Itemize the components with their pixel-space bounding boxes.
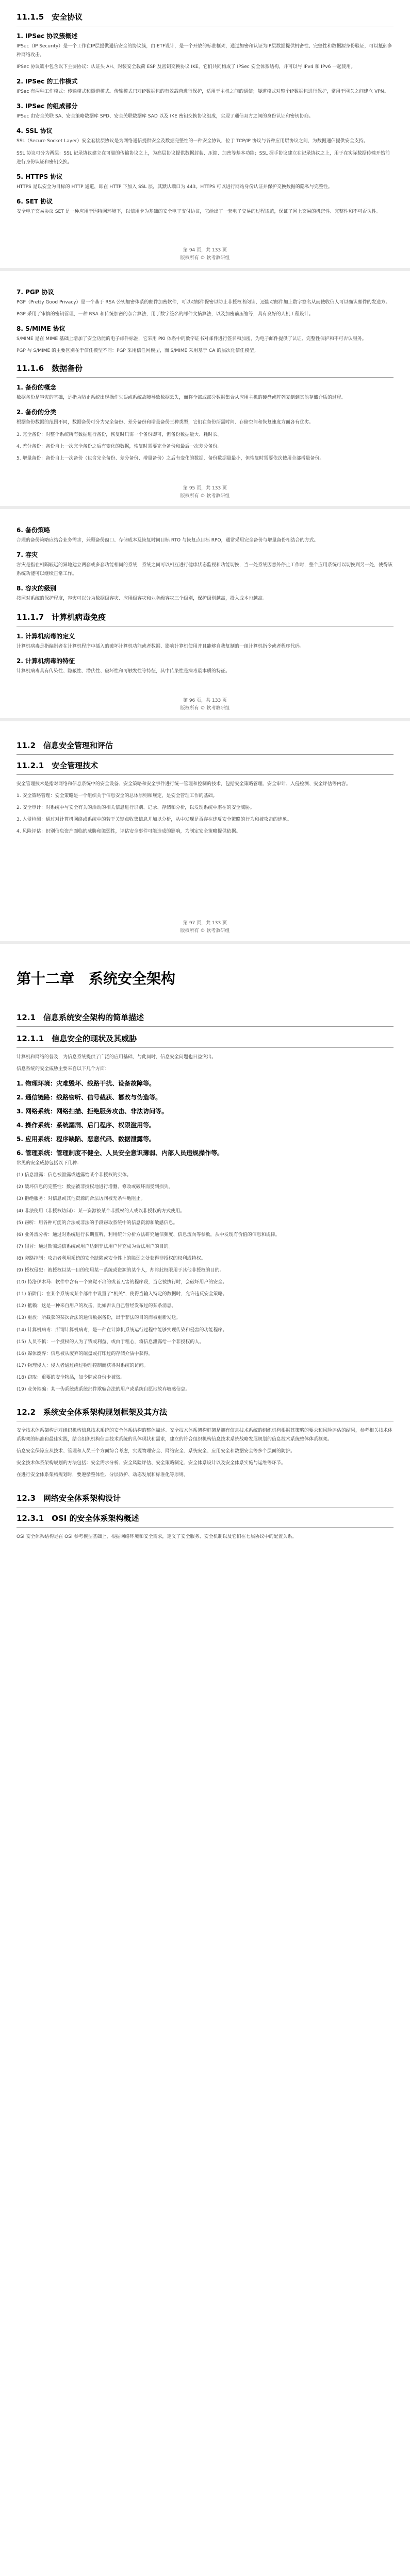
item-heading: 1. 物理环境：灾难毁坏、线路干扰、设备故障等。	[17, 1080, 156, 1088]
paragraph: 根据备份数据的范围不同，数据备份可分为完全备份、差分备份和增量备份三种类型，它们在备份所需时间、存储空间和恢复速度方面各有优劣。	[17, 420, 314, 426]
document-page-4	[0, 724, 410, 941]
copyright: 版权所有 © 软考教研组	[180, 928, 230, 934]
paragraph: 2. 安全审计：对系统中与安全有关的活动的相关信息进行识别、记录、存储和分析，以发现系统中潜在的安全威胁。	[17, 805, 255, 811]
item-heading: 4. SSL 协议	[17, 127, 53, 135]
page-number: 第 94 页，共 133 页	[183, 248, 227, 253]
paragraph: SSL 协议可分为两层：SSL 记录协议建立在可靠的传输协议之上，为高层协议提供数据封装、压缩、加密等基本功能；SSL 握手协议建立在记录协议之上，用于在实际数据传输开始前进行身份认证和密钥交换。	[17, 150, 390, 165]
paragraph: (13) 重放：所截获的某次合法的通信数据备份，出于非法的目的而被重新发送。	[17, 1315, 181, 1321]
paragraph: 信息系统的安全威胁主要来自以下几个方面：	[17, 1066, 110, 1072]
paragraph: (7) 假冒：通过欺骗通信系统或用户达到非法用户冒充成为合法用户的目的。	[17, 1244, 173, 1249]
paragraph: 安全技术体系架构规划的方法包括：安全需求分析、安全风险评估、安全策略制定、安全体系设计以及安全体系实施与运维等环节。	[17, 1461, 286, 1466]
paragraph: 安全技术体系架构是对组织机构信息技术系统的安全体系结构的整体描述。安全技术体系架构框架是拥有信息技术系统的组织机构根据其策略的要求和风险评估的结果，参考相关技术体系构架的标准和最佳实践，结合组织机构信息技术系统的具体现状和需求，建立的符合组织机构信息技术系统战略发展规划的信息技术系统整体体系框架。	[17, 1428, 393, 1443]
paragraph: 4. 风险评估：识别信息资产面临的威胁和脆弱性，评估安全事件可能造成的影响，为制定安全策略提供依据。	[17, 829, 241, 835]
paragraph: (5) 窃听：用各种可能的合法或非法的手段窃取系统中的信息资源和敏感信息。	[17, 1220, 178, 1226]
item-heading: 6. 管理系统：管理制度不健全、人员安全意识薄弱、内部人员违规操作等。	[17, 1149, 224, 1157]
item-heading: 3. 网络系统：网络扫描、拒绝服务攻击、非法访问等。	[17, 1108, 168, 1115]
item-heading: 1. 备份的概念	[17, 384, 57, 392]
item-heading: 3. IPSec 的组成部分	[17, 103, 78, 110]
subsection-heading: 12.1.1 信息安全的现状及其威胁	[17, 1034, 137, 1043]
item-heading: 7. PGP 协议	[17, 289, 54, 296]
paragraph: 按照对系统的保护程度，容灾可以分为数据级容灾、应用级容灾和业务级容灾三个级别，保护级别越高，投入成本也越高。	[17, 596, 268, 602]
paragraph: S/MIME 是在 MIME 基础上增加了安全功能的电子邮件标准，它采用 PKI 体系中的数字证书对邮件进行签名和加密，为电子邮件提供了认证、完整性保护和不可否认服务。	[17, 336, 367, 342]
item-heading: 5. 应用系统：程序缺陷、恶意代码、数据泄露等。	[17, 1136, 156, 1143]
paragraph: 常见的安全威胁包括以下几种：	[17, 1161, 82, 1166]
page-number: 第 95 页，共 133 页	[183, 486, 227, 491]
paragraph: IPSec（IP Security）是一个工作在IP层提供通信安全的协议簇，由IETF设计，是一个开放的标准框架，通过加密和认证为IP层数据提供机密性、完整性和数据源身份验证，可以抵御多种网络攻击。	[17, 44, 392, 58]
page-separator	[0, 506, 410, 509]
page-number: 第 97 页，共 133 页	[183, 921, 227, 926]
paragraph: (9) 授权侵犯：被授权以某一目的使用某一系统或资源的某个人，却将此权限用于其他非授权的目的。	[17, 1268, 224, 1274]
paragraph: SSL（Secure Socket Layer）安全套接层协议是为网络通信提供安全及数据完整性的一种安全协议，位于 TCP/IP 协议与各种应用层协议之间，为数据通信提供安全支持。	[17, 139, 368, 144]
divider	[17, 754, 393, 755]
paragraph: (12) 抵赖：这是一种来自用户的攻击，比如否认自己曾经发布过的某条消息。	[17, 1303, 176, 1309]
paragraph: 安全管理技术是指对网络和信息系统中的安全设备、安全策略和安全事件进行统一管理和控制的技术，包括安全策略管理、安全审计、入侵检测、安全评估等内容。	[17, 782, 351, 787]
copyright: 版权所有 © 软考教研组	[180, 256, 230, 261]
paragraph: (8) 旁路控制：攻击者利用系统的安全缺陷或安全性上的脆弱之处获得非授权的权利或特权。	[17, 1256, 206, 1261]
paragraph: (18) 窃取：重要的安全物品，如令牌或身份卡被盗。	[17, 1375, 125, 1380]
section-heading: 12.2 系统安全体系架构规划框架及其方法	[17, 1408, 168, 1417]
copyright: 版权所有 © 软考教研组	[180, 706, 230, 711]
page-footer	[0, 697, 410, 711]
paragraph: 计算机病毒具有传染性、隐蔽性、潜伏性、破坏性和可触发性等特征，其中传染性是病毒最本质的特征。	[17, 669, 231, 674]
item-heading: 1. 计算机病毒的定义	[17, 633, 75, 640]
paragraph: (14) 计算机病毒：所谓计算机病毒，是一种在计算机系统运行过程中能够实现传染和侵害的功能程序。	[17, 1327, 227, 1333]
paragraph: 4. 差分备份：备份自上一次完全备份之后有变化的数据，恢复时需要完全备份和最后一次差分备份。	[17, 444, 222, 449]
paragraph: PGP 采用了审慎的密钥管理，一种 RSA 和传统加密的杂合算法，用于数字签名的邮件文摘算法，以及加密前压缩等，具有良好的人机工程设计。	[17, 312, 314, 317]
subsection-heading: 11.2.1 安全管理技术	[17, 761, 99, 770]
paragraph: 容灾是指在相隔较远的异地建立两套或多套功能相同的系统，系统之间可以相互进行健康状态监视和功能切换，当一处系统因意外停止工作时，整个应用系统可以切换到另一处，使得该系统功能可以继续正常工作。	[17, 563, 393, 577]
paragraph: 数据备份是容灾的基础，是指为防止系统出现操作失误或系统故障导致数据丢失，而将全部或部分数据集合从应用主机的硬盘或阵列复制到其他存储介质的过程。	[17, 395, 347, 401]
paragraph: PGP 与 S/MIME 的主要区别在于信任模型不同：PGP 采用信任网模型，而 S/MIME 采用基于 CA 的层次化信任模型。	[17, 348, 259, 354]
paragraph: 3. 完全备份：对整个系统所有数据进行备份，恢复时只需一个备份即可，但备份数据量大、耗时长。	[17, 432, 222, 437]
paragraph: (10) 特洛伊木马：软件中含有一个察觉不出的或者无害的程序段，当它被执行时，会破坏用户的安全。	[17, 1280, 227, 1285]
paragraph: (1) 信息泄露：信息被泄露或透露给某个非授权的实体。	[17, 1173, 132, 1178]
paragraph: (19) 业务欺骗：某一伪系统或系统部件欺骗合法的用户或系统自愿地放弃敏感信息。	[17, 1386, 190, 1392]
paragraph: 计算机病毒是指编制者在计算机程序中插入的破坏计算机功能或者数据、影响计算机使用并且能够自我复制的一组计算机指令或者程序代码。	[17, 644, 305, 650]
paragraph: 在进行安全体系架构规划时，要遵循整体性、分层防护、动态发展和标准化等原则。	[17, 1472, 189, 1478]
subsection-heading: 12.3.1 OSI 的安全体系架构概述	[17, 1513, 139, 1523]
section-heading: 12.1 信息系统安全架构的简单描述	[17, 1013, 144, 1022]
paragraph: (2) 破坏信息的完整性：数据被非授权地进行增删、修改或破坏而受到损失。	[17, 1184, 173, 1190]
document-page-3	[0, 512, 410, 718]
divider	[17, 1047, 393, 1048]
item-heading: 2. 备份的分类	[17, 409, 57, 416]
paragraph: (16) 媒体废弃：信息被从废弃的磁盘或打印过的存储介质中获得。	[17, 1351, 153, 1357]
paragraph: 合理的备份策略应结合业务需求，兼顾备份窗口、存储成本及恢复时间目标 RTO 与恢复点目标 RPO，通常采用完全备份与增量备份相结合的方式。	[17, 538, 319, 543]
document-page-2	[0, 274, 410, 506]
section-heading: 11.1.7 计算机病毒免疫	[17, 613, 106, 622]
page-footer	[0, 919, 410, 934]
divider	[17, 1527, 393, 1528]
paragraph: OSI 安全体系结构是在 OSI 参考模型基础上，根据网络环境和安全需求，定义了安全服务、安全机制以及它们在七层协议中的配置关系。	[17, 1534, 297, 1539]
section-heading: 11.2 信息安全管理和评估	[17, 741, 113, 750]
section-heading: 11.1.6 数据备份	[17, 364, 83, 374]
item-heading: 5. HTTPS 协议	[17, 173, 63, 180]
page-footer	[0, 246, 410, 261]
section-heading: 11.1.5 安全协议	[17, 12, 83, 22]
chapter-title: 第十二章 系统安全架构	[17, 970, 176, 987]
paragraph: IPSec 由安全关联 SA、安全策略数据库 SPD、安全关联数据库 SAD 以及 IKE 密钥交换协议组成，实现了通信双方之间的身份认证和密钥协商。	[17, 114, 314, 120]
page-separator	[0, 941, 410, 944]
paragraph: (11) 陷阱门：在某个系统或某个部件中设置了“机关”，使得当输入特定的数据时，允许违反安全策略。	[17, 1292, 227, 1297]
paragraph: PGP（Pretty Good Privacy）是一个基于 RSA 公钥加密体系的邮件加密软件，可以对邮件保密以防止非授权者阅读，还能对邮件加上数字签名从而使收信人可以确认邮件的发送方。	[17, 300, 390, 305]
divider	[17, 1026, 393, 1027]
page-separator	[0, 268, 410, 271]
paragraph: (4) 非法使用（非授权访问）：某一资源被某个非授权的人或以非授权的方式使用。	[17, 1208, 185, 1214]
item-heading: 2. 计算机病毒的特征	[17, 657, 75, 665]
paragraph: 5. 增量备份：备份自上一次备份（包含完全备份、差分备份、增量备份）之后有变化的数据，备份数据量最小，但恢复时需要依次使用全部增量备份。	[17, 455, 324, 461]
paragraph: IPSec 有两种工作模式：传输模式和隧道模式。传输模式只对IP数据包的有效载荷进行保护，适用于主机之间的通信；隧道模式对整个IP数据包进行保护，常用于网关之间建立 VPN。	[17, 89, 389, 95]
document-page-5	[0, 947, 410, 2576]
item-heading: 8. 容灾的级别	[17, 585, 57, 592]
paragraph: (3) 拒绝服务：对信息或其他资源的合法访问被无条件地阻止。	[17, 1196, 145, 1202]
paragraph: (6) 业务流分析：通过对系统进行长期监听，利用统计分析方法研究通信频度、信息流向等参数，从中发现有价值的信息和规律。	[17, 1232, 280, 1238]
copyright: 版权所有 © 软考教研组	[180, 494, 230, 499]
paragraph: 3. 入侵检测：通过对计算机网络或系统中的若干关键点收集信息并加以分析，从中发现是否存在违反安全策略的行为和被攻击的迹象。	[17, 817, 292, 823]
paragraph: 1. 安全策略管理：安全策略是一个组织关于信息安全的总体原则和规定，是安全管理工作的基础。	[17, 793, 218, 799]
page-footer	[0, 484, 410, 499]
paragraph: (17) 物理侵入：侵入者通过绕过物理控制而获得对系统的访问。	[17, 1363, 149, 1368]
page-number: 第 96 页，共 133 页	[183, 698, 227, 703]
divider	[17, 774, 393, 775]
item-heading: 4. 操作系统：系统漏洞、后门程序、权限滥用等。	[17, 1122, 156, 1129]
paragraph: 信息安全保障应从技术、管理和人员三个方面综合考虑，实现物理安全、网络安全、系统安全、应用安全和数据安全等多个层面的防护。	[17, 1449, 296, 1454]
item-heading: 6. SET 协议	[17, 197, 53, 205]
page-separator	[0, 718, 410, 721]
paragraph: 计算机和网络的普及，为信息系统提供了广泛的应用基础，与此同时，信息安全问题也日益突出。	[17, 1055, 217, 1060]
paragraph: (15) 人员不慎：一个授权的人为了钱或利益、或由于粗心，将信息泄露给一个非授权的人。	[17, 1339, 204, 1345]
paragraph: 安全电子交易协议 SET 是一种应用于因特网环境下，以信用卡为基础的安全电子支付协议，它给出了一套电子交易的过程规范，保证了网上交易的机密性、完整性和不可否认性。	[17, 209, 381, 214]
item-heading: 2. IPSec 的工作模式	[17, 78, 78, 86]
item-heading: 6. 备份策略	[17, 527, 51, 534]
paragraph: HTTPS 是以安全为目标的 HTTP 通道，即在 HTTP 下加入 SSL 层，其默认端口为 443。HTTPS 可以进行网站身份认证并保护交换数据的隐私与完整性。	[17, 184, 333, 190]
section-heading: 12.3 网络安全体系架构设计	[17, 1493, 121, 1503]
item-heading: 2. 通信链路：线路窃听、信号截获、篡改与伪造等。	[17, 1094, 162, 1101]
paragraph: IPSec 协议簇中包含以下主要协议：认证头 AH、封装安全载荷 ESP 及密钥交换协议 IKE，它们共同构成了 IPSec 安全体系结构，并可以与 IPv4 和 IPv6 一起使用。	[17, 64, 356, 70]
document-page-1	[0, 0, 410, 268]
item-heading: 7. 容灾	[17, 551, 38, 559]
item-heading: 1. IPSec 协议簇概述	[17, 32, 78, 40]
divider	[17, 377, 393, 378]
item-heading: 8. S/MIME 协议	[17, 325, 65, 333]
